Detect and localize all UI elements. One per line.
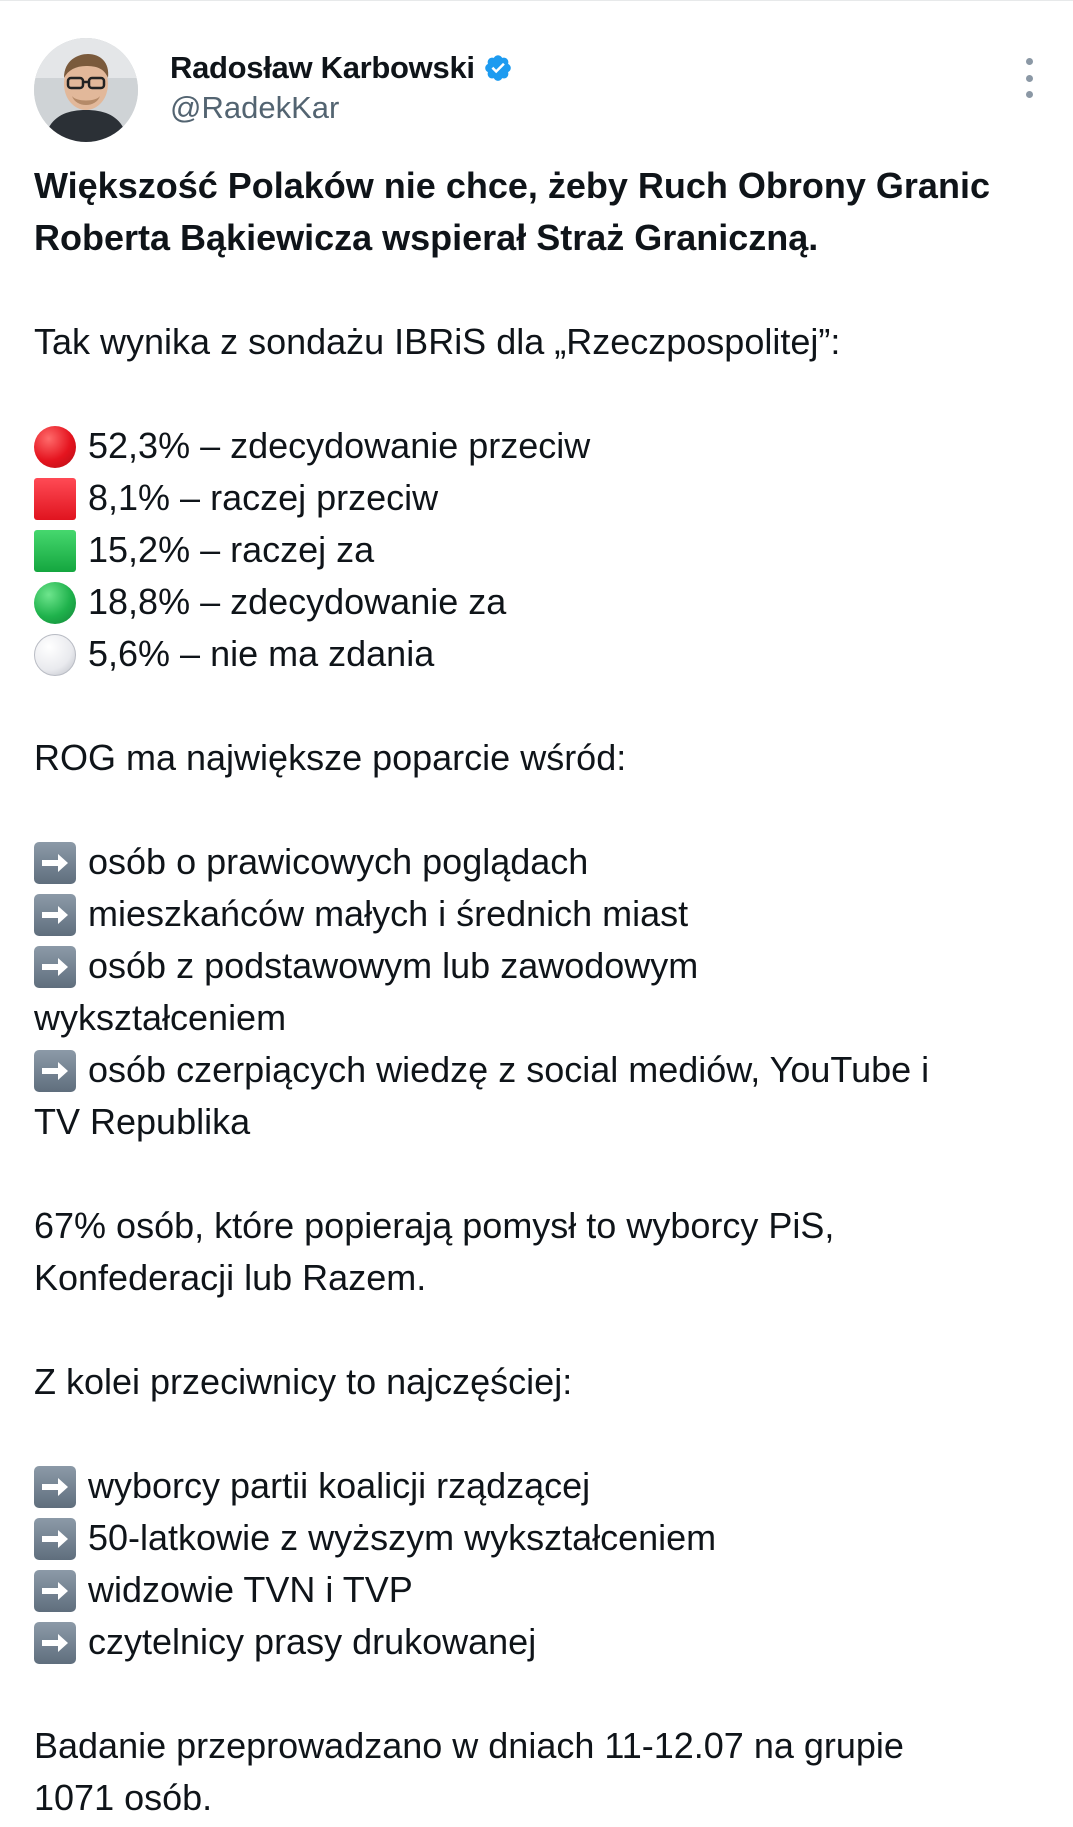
poll-results [34,420,1044,680]
poll-item: 8,1% – raczej przeciw [34,472,1044,524]
voters-paragraph: 67% osób, które popierają pomysł to wyborcy PiS, Konfederacji lub Razem. [34,1205,835,1298]
red-square-icon [34,478,76,520]
verified-badge-icon [483,53,513,83]
intro-text: Tak wynika z sondażu IBRiS dla „Rzeczpospolitej”: [34,321,841,362]
poll-item: 18,8% – zdecydowanie za [34,576,1044,628]
headline-line-2: Roberta Bąkiewicza wspierał Straż Graniczną. [34,217,819,258]
right-arrow-icon [34,894,76,936]
green-circle-icon [34,582,76,624]
list-item: osób z podstawowym lub zawodowym wykształceniem [34,945,699,1038]
right-arrow-icon [34,946,76,988]
poll-item: 5,6% – nie ma zdania [34,628,1044,680]
right-arrow-icon [34,1622,76,1664]
list-item: widzowie TVN i TVP [34,1564,1044,1616]
opponents-list [34,1460,1044,1668]
name-row [170,48,513,88]
list-item: 50-latkowie z wyższym wykształceniem [34,1512,1044,1564]
red-circle-icon [34,426,76,468]
avatar[interactable] [34,38,138,142]
right-arrow-icon [34,1466,76,1508]
list-item: wyborcy partii koalicji rządzącej [34,1460,1044,1512]
method-paragraph: Badanie przeprowadzano w dniach 11-12.07 na grupie 1071 osób. [34,1725,904,1818]
poll-item: 52,3% – zdecydowanie przeciw [34,420,1044,472]
more-options-icon[interactable] [1019,58,1039,98]
support-list [34,836,1044,1148]
poll-item: 15,2% – raczej za [34,524,1044,576]
list-item: osób o prawicowych poglądach [34,836,1044,888]
top-divider [0,0,1073,1]
handle[interactable]: @RadekKar [170,90,340,125]
list-item: mieszkańców małych i średnich miast [34,888,1044,940]
tweet-text [34,160,1044,1824]
avatar-photo-icon [34,38,138,142]
support-header: ROG ma największe poparcie wśród: [34,737,627,778]
headline-line-1: Większość Polaków nie chce, żeby Ruch Obrony Granic [34,165,990,206]
right-arrow-icon [34,1050,76,1092]
headline [34,160,1044,264]
green-square-icon [34,530,76,572]
display-name[interactable]: Radosław Karbowski [170,50,475,85]
list-item: osób czerpiących wiedzę z social mediów, YouTube i TV Republika [34,1049,930,1142]
right-arrow-icon [34,1518,76,1560]
tweet-header [34,38,1039,148]
list-item: czytelnicy prasy drukowanej [34,1616,1044,1668]
right-arrow-icon [34,1570,76,1612]
right-arrow-icon [34,842,76,884]
opponents-header: Z kolei przeciwnicy to najczęściej: [34,1361,573,1402]
white-circle-icon [34,634,76,676]
